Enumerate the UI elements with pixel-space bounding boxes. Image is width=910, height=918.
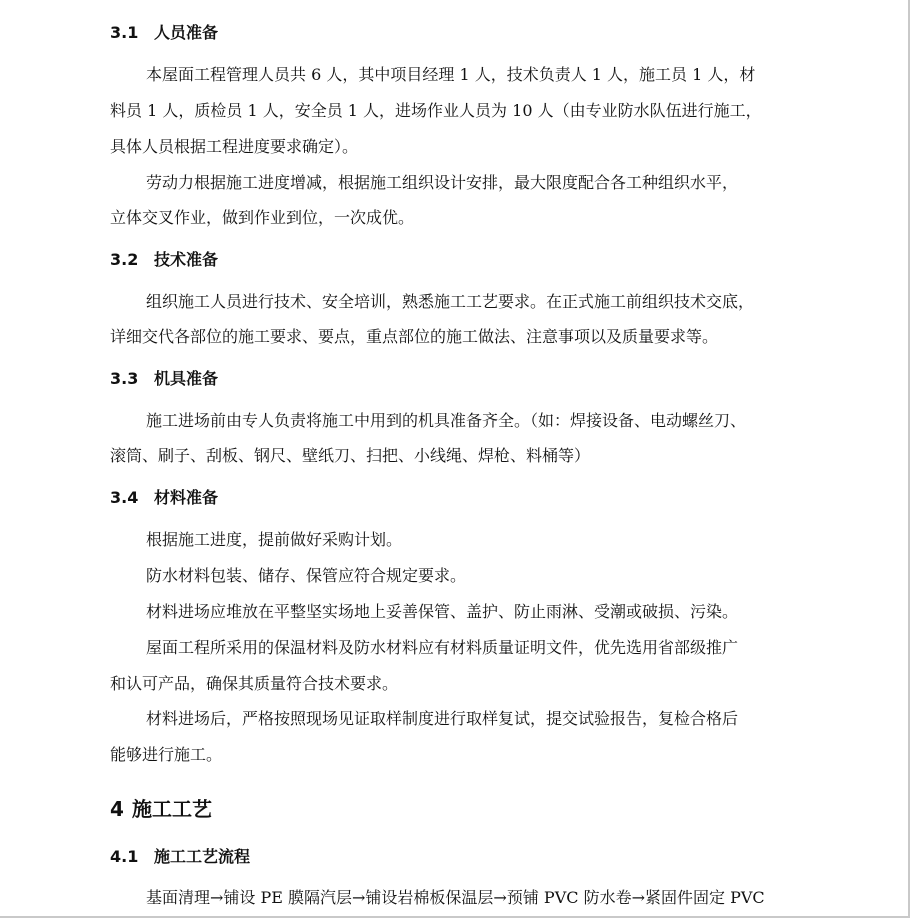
section-title: 机具准备	[154, 369, 219, 388]
section-heading-3-1	[110, 23, 218, 43]
section-title: 施工工艺	[132, 797, 212, 821]
paragraph-line: 施工进场前由专人负责将施工中用到的机具准备齐全。（如：焊接设备、电动螺丝刀、	[146, 411, 747, 430]
paragraph-line: 详细交代各部位的施工要求、要点，重点部位的施工做法、注意事项以及质量要求等。	[110, 327, 719, 346]
section-number: 3.3	[110, 369, 139, 388]
paragraph-line: 劳动力根据施工进度增减，根据施工组织设计安排，最大限度配合各工种组织水平，	[146, 173, 739, 192]
section-number: 4	[110, 797, 124, 821]
section-number: 4.1	[110, 847, 139, 866]
section-number: 3.4	[110, 488, 139, 507]
section-heading-3-4	[110, 488, 218, 508]
section-title: 人员准备	[154, 23, 219, 42]
paragraph-line: 和认可产品，确保其质量符合技术要求。	[110, 674, 399, 693]
section-heading-4	[110, 796, 212, 822]
paragraph-line: 防水材料包装、储存、保管应符合规定要求。	[146, 566, 467, 585]
paragraph-line: 根据施工进度，提前做好采购计划。	[146, 530, 403, 549]
section-title: 施工工艺流程	[154, 847, 251, 866]
paragraph-line: 本屋面工程管理人员共 6 人，其中项目经理 1 人，技术负责人 1 人，施工员 1 人，材	[146, 65, 756, 84]
section-title: 材料准备	[154, 488, 219, 507]
paragraph-line: 材料进场后，严格按照现场见证取样制度进行取样复试，提交试验报告，复检合格后	[146, 709, 739, 728]
section-heading-4-1	[110, 847, 250, 867]
paragraph-line: 能够进行施工。	[110, 745, 223, 764]
section-title: 技术准备	[154, 250, 219, 269]
section-heading-3-2	[110, 250, 218, 270]
paragraph-line: 料员 1 人，质检员 1 人，安全员 1 人，进场作业人员为 10 人（由专业防水队伍进行施工，	[110, 101, 762, 120]
paragraph-line: 组织施工人员进行技术、安全培训，熟悉施工工艺要求。在正式施工前组织技术交底，	[146, 292, 755, 311]
paragraph-line: 滚筒、刷子、刮板、钢尺、壁纸刀、扫把、小线绳、焊枪、料桶等）	[110, 446, 591, 465]
paragraph-line: 立体交叉作业，做到作业到位，一次成优。	[110, 208, 415, 227]
paragraph-line: 具体人员根据工程进度要求确定）。	[110, 137, 359, 156]
paragraph-line: 屋面工程所采用的保温材料及防水材料应有材料质量证明文件，优先选用省部级推广	[146, 638, 739, 657]
section-heading-3-3	[110, 369, 218, 389]
paragraph-line: 基面清理→铺设 PE 膜隔汽层→铺设岩棉板保温层→预铺 PVC 防水卷→紧固件固定 PVC	[146, 888, 765, 907]
section-number: 3.2	[110, 250, 139, 269]
section-number: 3.1	[110, 23, 139, 42]
paragraph-line: 材料进场应堆放在平整坚实场地上妥善保管、盖护、防止雨淋、受潮或破损、污染。	[146, 602, 739, 621]
